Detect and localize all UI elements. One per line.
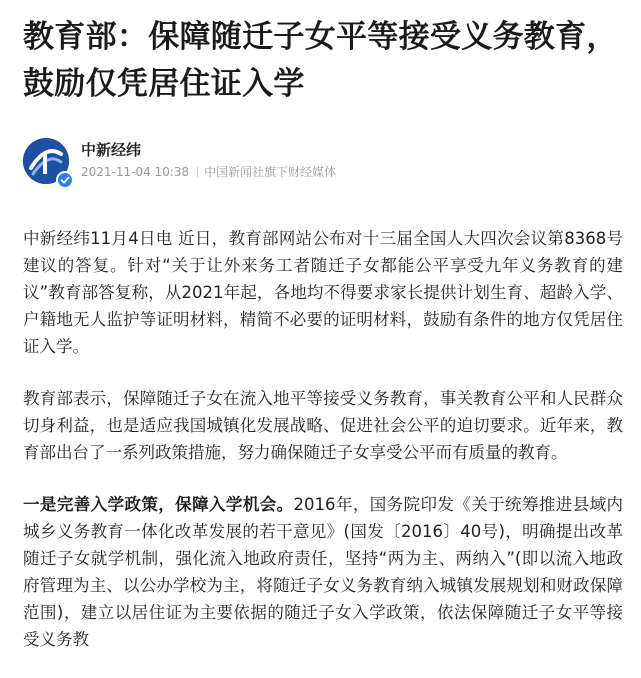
author-name[interactable]: 中新经纬 bbox=[81, 141, 142, 159]
paragraph-text: 教育部表示，保障随迁子女在流入地平等接受义务教育，事关教育公平和人民群众切身利益，也是适应我国城镇化发展战略、促进社会公平的迫切要求。近年来，教育部出台了一系列政策措施，努力确保随迁子女享受公平而有质量的教育。 bbox=[23, 389, 623, 462]
publish-datetime: 2021-11-04 10:38 bbox=[81, 165, 190, 179]
meta-divider bbox=[197, 167, 198, 177]
author-info bbox=[23, 138, 623, 188]
article bbox=[23, 14, 623, 678]
article-body bbox=[23, 225, 623, 653]
paragraph-lead: 一是完善入学政策，保障入学机会。 bbox=[23, 495, 294, 514]
verified-badge-icon bbox=[56, 171, 74, 189]
author-meta bbox=[81, 164, 336, 180]
article-title: 教育部：保障随迁子女平等接受义务教育，鼓励仅凭居住证入学 bbox=[23, 19, 618, 102]
article-paragraph bbox=[23, 491, 623, 653]
paragraph-text: 中新经纬11月4日电 近日，教育部网站公布对十三届全国人大四次会议第8368号建议的答复。针对“关于让外来务工者随迁子女都能公平享受九年义务教育的建议”教育部答复称，从2021年起，各地均不得要求家长提供计划生育、超龄入学、户籍地无人监护等证明材料，精简不必要的证明材料，鼓励有条件的地方仅凭居住证入学。 bbox=[23, 229, 623, 356]
author-description: 中国新闻社旗下财经媒体 bbox=[204, 165, 337, 179]
article-paragraph bbox=[23, 385, 623, 466]
article-paragraph bbox=[23, 225, 623, 360]
paragraph-text: 2016年，国务院印发《关于统筹推进县域内城乡义务教育一体化改革发展的若干意见》(国发〔2016〕40号)，明确提出改革随迁子女就学机制，强化流入地政府责任，坚持“两为主、两纳入”(即以流入地政府管理为主、以公办学校为主，将随迁子女义务教育纳入城镇发展规划和财政保障范围)，建立以居住证为主要依据的随迁子女入学政策，依法保障随迁子女平等接受义务教 bbox=[23, 495, 623, 649]
